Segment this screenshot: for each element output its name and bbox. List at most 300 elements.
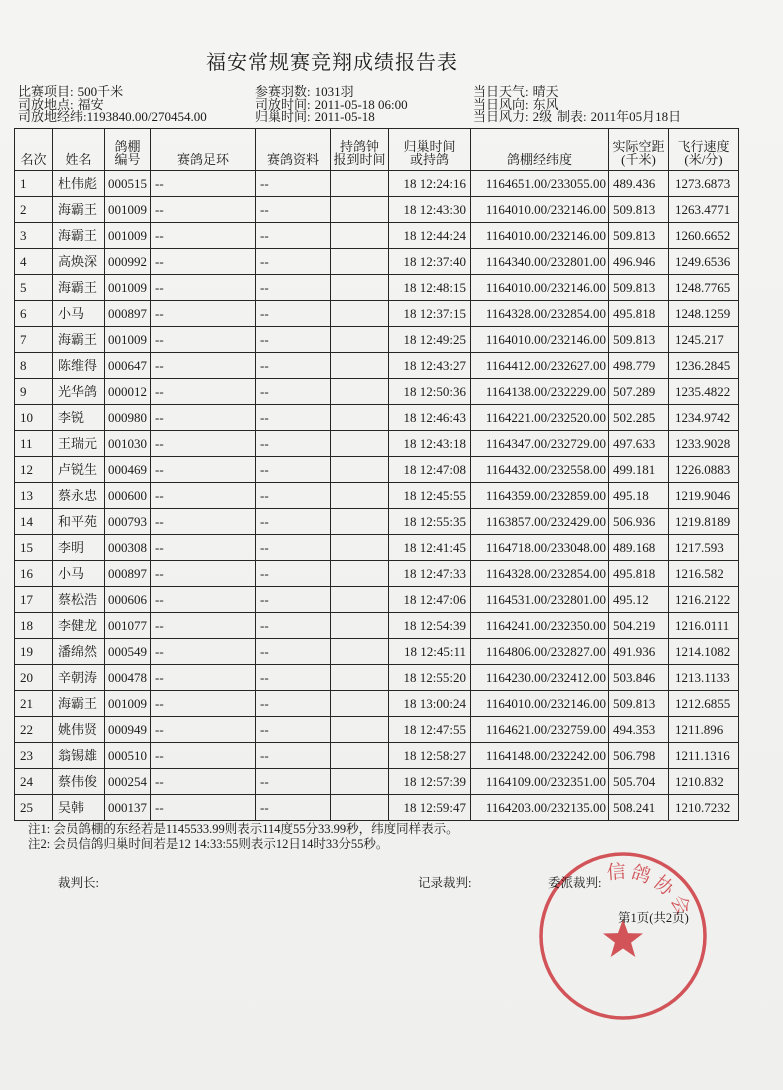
speed-cell: 1210.832 [669,769,739,795]
result-row [15,561,739,587]
distance-cell: 489.168 [609,535,669,561]
loft-number-cell: 001009 [105,327,151,353]
result-row [15,795,739,821]
results-table [14,128,739,821]
loft-coordinates-cell: 1164010.00/232146.00 [471,197,609,223]
wind-direction-value: 东风 [532,96,559,112]
speed-cell: 1234.9742 [669,405,739,431]
speed-cell: 1219.9046 [669,483,739,509]
name-cell: 卢锐生 [53,457,105,483]
wind-force-label: 当日风力: [473,109,529,124]
pigeon-info-cell: -- [256,353,331,379]
loft-coordinates-cell: 1164203.00/232135.00 [471,795,609,821]
rank-cell: 9 [15,379,53,405]
return-time-cell: 18 12:47:08 [389,457,471,483]
ring-cell: -- [151,561,256,587]
clock-time-cell [331,457,389,483]
header-ring: 赛鸽足环 [151,129,256,171]
rank-cell: 1 [15,171,53,197]
pigeon-info-cell: -- [256,431,331,457]
wind-force [473,111,559,124]
pigeon-info-cell: -- [256,405,331,431]
distance-cell: 509.813 [609,327,669,353]
result-row [15,249,739,275]
pigeon-info-cell: -- [256,327,331,353]
loft-coordinates-cell: 1164806.00/232827.00 [471,639,609,665]
return-time-cell: 18 13:00:24 [389,691,471,717]
pigeon-info-cell: -- [256,691,331,717]
speed-cell: 1235.4822 [669,379,739,405]
ring-cell: -- [151,483,256,509]
speed-cell: 1248.7765 [669,275,739,301]
clock-time-cell [331,509,389,535]
rank-cell: 3 [15,223,53,249]
clock-time-cell [331,769,389,795]
loft-coordinates-cell: 1164230.00/232412.00 [471,665,609,691]
pigeon-info-cell: -- [256,587,331,613]
loft-coordinates-cell: 1164531.00/232801.00 [471,587,609,613]
return-time-cell: 18 12:37:15 [389,301,471,327]
return-time-cell: 18 12:24:16 [389,171,471,197]
release-coordinates [18,111,207,124]
speed-cell: 1211.896 [669,717,739,743]
clock-time-cell [331,171,389,197]
rank-cell: 6 [15,301,53,327]
speed-cell: 1216.2122 [669,587,739,613]
return-time-cell: 18 12:43:30 [389,197,471,223]
speed-cell: 1214.1082 [669,639,739,665]
result-row [15,769,739,795]
header-return-time: 归巢时间 或持鸽 [389,129,471,171]
report-title: 福安常规赛竞翔成绩报告表 [206,52,458,74]
speed-cell: 1226.0883 [669,457,739,483]
result-row [15,483,739,509]
distance-cell: 502.285 [609,405,669,431]
return-time-cell: 18 12:41:45 [389,535,471,561]
speed-cell: 1219.8189 [669,509,739,535]
result-row [15,197,739,223]
result-row [15,223,739,249]
header-loft-coordinates: 鸽棚经纬度 [471,129,609,171]
loft-number-cell: 001030 [105,431,151,457]
return-date-value: 2011-05-18 [314,109,375,124]
clock-time-cell [331,717,389,743]
name-cell: 和平苑 [53,509,105,535]
release-coordinates-label: 司放地经纬: [18,109,87,124]
loft-coordinates-cell: 1164328.00/232854.00 [471,301,609,327]
clock-time-cell [331,483,389,509]
clock-time-cell [331,795,389,821]
result-row [15,613,739,639]
pigeon-info-cell: -- [256,639,331,665]
loft-number-cell: 000012 [105,379,151,405]
result-row [15,665,739,691]
loft-number-cell: 001009 [105,223,151,249]
distance-cell: 495.18 [609,483,669,509]
race-item-value: 500千米 [77,84,124,99]
name-cell: 海霸王 [53,197,105,223]
result-row [15,691,739,717]
tabulation-date-label: 制表: [557,109,587,124]
result-row [15,743,739,769]
speed-cell: 1260.6652 [669,223,739,249]
name-cell: 辛朝涛 [53,665,105,691]
name-cell: 陈维得 [53,353,105,379]
return-date-label: 归巢时间: [255,109,311,124]
rank-cell: 11 [15,431,53,457]
speed-cell: 1233.9028 [669,431,739,457]
loft-number-cell: 000793 [105,509,151,535]
speed-cell: 1263.4771 [669,197,739,223]
rank-cell: 5 [15,275,53,301]
speed-cell: 1211.1316 [669,743,739,769]
clock-time-cell [331,353,389,379]
clock-time-cell [331,275,389,301]
ring-cell: -- [151,171,256,197]
return-time-cell: 18 12:37:40 [389,249,471,275]
rank-cell: 7 [15,327,53,353]
return-time-cell: 18 12:44:24 [389,223,471,249]
entries-label: 参赛羽数: [255,84,311,99]
page-indicator: 第1页(共2页) [618,911,689,925]
result-row [15,535,739,561]
speed-cell: 1217.593 [669,535,739,561]
clock-time-cell [331,639,389,665]
race-info-right [473,86,559,124]
result-row [15,275,739,301]
rank-cell: 13 [15,483,53,509]
name-cell: 海霸王 [53,275,105,301]
ring-cell: -- [151,301,256,327]
loft-coordinates-cell: 1164221.00/232520.00 [471,405,609,431]
rank-cell: 21 [15,691,53,717]
clock-time-cell [331,379,389,405]
distance-cell: 499.181 [609,457,669,483]
release-coordinates-value: 1193840.00/270454.00 [86,109,207,124]
distance-cell: 491.936 [609,639,669,665]
ring-cell: -- [151,743,256,769]
weather-value: 晴天 [532,84,559,99]
name-cell: 吴韩 [53,795,105,821]
rank-cell: 2 [15,197,53,223]
results-body [15,171,739,821]
ring-cell: -- [151,769,256,795]
loft-coordinates-cell: 1164241.00/232350.00 [471,613,609,639]
name-cell: 海霸王 [53,691,105,717]
ring-cell: -- [151,223,256,249]
ring-cell: -- [151,249,256,275]
name-cell: 翁锡雄 [53,743,105,769]
pigeon-info-cell: -- [256,665,331,691]
pigeon-info-cell: -- [256,379,331,405]
loft-number-cell: 000647 [105,353,151,379]
result-row [15,379,739,405]
ring-cell: -- [151,795,256,821]
return-time-cell: 18 12:59:47 [389,795,471,821]
clock-time-cell [331,405,389,431]
loft-coordinates-cell: 1164718.00/233048.00 [471,535,609,561]
clock-time-cell [331,327,389,353]
header-row [15,129,739,171]
rank-cell: 24 [15,769,53,795]
notes [28,822,459,852]
release-place-label: 司放地点: [18,96,74,112]
header-distance: 实际空距 (千米) [609,129,669,171]
result-row [15,353,739,379]
pigeon-info-cell: -- [256,717,331,743]
loft-coordinates-cell: 1164010.00/232146.00 [471,223,609,249]
distance-cell: 506.936 [609,509,669,535]
rank-cell: 4 [15,249,53,275]
release-place-value: 福安 [77,96,104,112]
ring-cell: -- [151,509,256,535]
return-time-cell: 18 12:55:35 [389,509,471,535]
clock-time-cell [331,535,389,561]
pigeon-info-cell: -- [256,483,331,509]
loft-coordinates-cell: 1164010.00/232146.00 [471,327,609,353]
loft-number-cell: 000308 [105,535,151,561]
ring-cell: -- [151,275,256,301]
distance-cell: 497.633 [609,431,669,457]
rank-cell: 14 [15,509,53,535]
appointed-referee-signature: 委派裁判: [548,876,602,890]
clock-time-cell [331,587,389,613]
race-info-left [18,86,207,124]
loft-number-cell: 000254 [105,769,151,795]
loft-number-cell: 000897 [105,301,151,327]
pigeon-info-cell: -- [256,561,331,587]
distance-cell: 509.813 [609,223,669,249]
loft-number-cell: 001009 [105,275,151,301]
name-cell: 杜伟彪 [53,171,105,197]
rank-cell: 19 [15,639,53,665]
weather-label: 当日天气: [473,84,529,99]
rank-cell: 16 [15,561,53,587]
speed-cell: 1216.0111 [669,613,739,639]
distance-cell: 495.818 [609,561,669,587]
return-time-cell: 18 12:46:43 [389,405,471,431]
loft-number-cell: 000980 [105,405,151,431]
tabulation-date [557,111,681,124]
ring-cell: -- [151,405,256,431]
ring-cell: -- [151,639,256,665]
loft-coordinates-cell: 1164651.00/233055.00 [471,171,609,197]
result-row [15,457,739,483]
header-loft-number: 鸽棚 编号 [105,129,151,171]
rank-cell: 15 [15,535,53,561]
rank-cell: 23 [15,743,53,769]
speed-cell: 1273.6873 [669,171,739,197]
results-header [15,129,739,171]
name-cell: 高焕深 [53,249,105,275]
clock-time-cell [331,665,389,691]
wind-direction-label: 当日风向: [473,96,529,112]
pigeon-info-cell: -- [256,275,331,301]
rank-cell: 8 [15,353,53,379]
pigeon-info-cell: -- [256,769,331,795]
rank-cell: 22 [15,717,53,743]
loft-coordinates-cell: 1164148.00/232242.00 [471,743,609,769]
speed-cell: 1236.2845 [669,353,739,379]
distance-cell: 496.946 [609,249,669,275]
official-stamp [537,850,709,1022]
return-time-cell: 18 12:55:20 [389,665,471,691]
pigeon-info-cell: -- [256,795,331,821]
name-cell: 海霸王 [53,327,105,353]
distance-cell: 507.289 [609,379,669,405]
distance-cell: 504.219 [609,613,669,639]
loft-coordinates-cell: 1163857.00/232429.00 [471,509,609,535]
loft-coordinates-cell: 1164412.00/232627.00 [471,353,609,379]
note-1: 注1: 会员鸽棚的东经若是1145533.99则表示114度55分33.99秒，纬度同样表示。 [28,822,459,836]
loft-number-cell: 001077 [105,613,151,639]
clock-time-cell [331,197,389,223]
clock-time-cell [331,249,389,275]
distance-cell: 503.846 [609,665,669,691]
return-time-cell: 18 12:57:39 [389,769,471,795]
pigeon-info-cell: -- [256,457,331,483]
return-time-cell: 18 12:58:27 [389,743,471,769]
chief-referee-signature: 裁判长: [58,876,99,890]
rank-cell: 10 [15,405,53,431]
distance-cell: 508.241 [609,795,669,821]
distance-cell: 495.818 [609,301,669,327]
clock-time-cell [331,613,389,639]
speed-cell: 1213.1133 [669,665,739,691]
return-time-cell: 18 12:45:55 [389,483,471,509]
clock-time-cell [331,691,389,717]
distance-cell: 506.798 [609,743,669,769]
rank-cell: 20 [15,665,53,691]
release-time-value: 2011-05-18 06:00 [314,96,408,112]
ring-cell: -- [151,535,256,561]
ring-cell: -- [151,379,256,405]
release-time-label: 司放时间: [255,96,311,112]
loft-number-cell: 000897 [105,561,151,587]
return-time-cell: 18 12:43:27 [389,353,471,379]
ring-cell: -- [151,457,256,483]
header-clock-time: 持鸽钟 报到时间 [331,129,389,171]
rank-cell: 18 [15,613,53,639]
name-cell: 光华鸽 [53,379,105,405]
speed-cell: 1249.6536 [669,249,739,275]
loft-coordinates-cell: 1164340.00/232801.00 [471,249,609,275]
loft-number-cell: 000510 [105,743,151,769]
distance-cell: 509.813 [609,691,669,717]
return-time-cell: 18 12:48:15 [389,275,471,301]
pigeon-info-cell: -- [256,249,331,275]
pigeon-info-cell: -- [256,613,331,639]
pigeon-info-cell: -- [256,301,331,327]
pigeon-info-cell: -- [256,223,331,249]
return-time-cell: 18 12:43:18 [389,431,471,457]
distance-cell: 489.436 [609,171,669,197]
result-row [15,431,739,457]
record-referee-signature: 记录裁判: [418,876,472,890]
loft-coordinates-cell: 1164138.00/232229.00 [471,379,609,405]
name-cell: 海霸王 [53,223,105,249]
ring-cell: -- [151,327,256,353]
speed-cell: 1248.1259 [669,301,739,327]
loft-number-cell: 000606 [105,587,151,613]
ring-cell: -- [151,717,256,743]
loft-coordinates-cell: 1164010.00/232146.00 [471,691,609,717]
rank-cell: 25 [15,795,53,821]
name-cell: 姚伟贤 [53,717,105,743]
pigeon-info-cell: -- [256,509,331,535]
rank-cell: 12 [15,457,53,483]
loft-number-cell: 001009 [105,197,151,223]
distance-cell: 505.704 [609,769,669,795]
wind-force-value: 2级 [532,109,553,124]
return-time-cell: 18 12:47:06 [389,587,471,613]
result-row [15,639,739,665]
loft-coordinates-cell: 1164621.00/232759.00 [471,717,609,743]
name-cell: 潘绵然 [53,639,105,665]
return-date [255,111,408,124]
clock-time-cell [331,431,389,457]
result-row [15,327,739,353]
note-2: 注2: 会员信鸽归巢时间若是12 14:33:55则表示12日14时33分55秒。 [28,837,389,851]
loft-coordinates-cell: 1164010.00/232146.00 [471,275,609,301]
clock-time-cell [331,561,389,587]
loft-coordinates-cell: 1164359.00/232859.00 [471,483,609,509]
race-item-label: 比赛项目: [18,84,74,99]
clock-time-cell [331,223,389,249]
tabulation-date-value: 2011年05月18日 [590,109,682,124]
header-rank: 名次 [15,129,53,171]
header-pigeon-info: 赛鸽资料 [256,129,331,171]
ring-cell: -- [151,691,256,717]
loft-number-cell: 000992 [105,249,151,275]
header-name: 姓名 [53,129,105,171]
ring-cell: -- [151,665,256,691]
loft-coordinates-cell: 1164109.00/232351.00 [471,769,609,795]
name-cell: 蔡永忠 [53,483,105,509]
loft-number-cell: 000478 [105,665,151,691]
speed-cell: 1245.217 [669,327,739,353]
name-cell: 蔡松浩 [53,587,105,613]
loft-coordinates-cell: 1164432.00/232558.00 [471,457,609,483]
result-row [15,301,739,327]
return-time-cell: 18 12:47:33 [389,561,471,587]
loft-coordinates-cell: 1164347.00/232729.00 [471,431,609,457]
ring-cell: -- [151,613,256,639]
clock-time-cell [331,301,389,327]
distance-cell: 494.353 [609,717,669,743]
result-row [15,509,739,535]
clock-time-cell [331,743,389,769]
return-time-cell: 18 12:45:11 [389,639,471,665]
return-time-cell: 18 12:50:36 [389,379,471,405]
pigeon-info-cell: -- [256,171,331,197]
name-cell: 李锐 [53,405,105,431]
name-cell: 王瑞元 [53,431,105,457]
pigeon-info-cell: -- [256,743,331,769]
result-row [15,405,739,431]
result-row [15,717,739,743]
pigeon-info-cell: -- [256,197,331,223]
header-speed: 飞行速度 (米/分) [669,129,739,171]
rank-cell: 17 [15,587,53,613]
speed-cell: 1212.6855 [669,691,739,717]
return-time-cell: 18 12:49:25 [389,327,471,353]
pigeon-info-cell: -- [256,535,331,561]
race-info-middle [255,86,408,124]
loft-number-cell: 001009 [105,691,151,717]
name-cell: 李健龙 [53,613,105,639]
loft-number-cell: 000469 [105,457,151,483]
